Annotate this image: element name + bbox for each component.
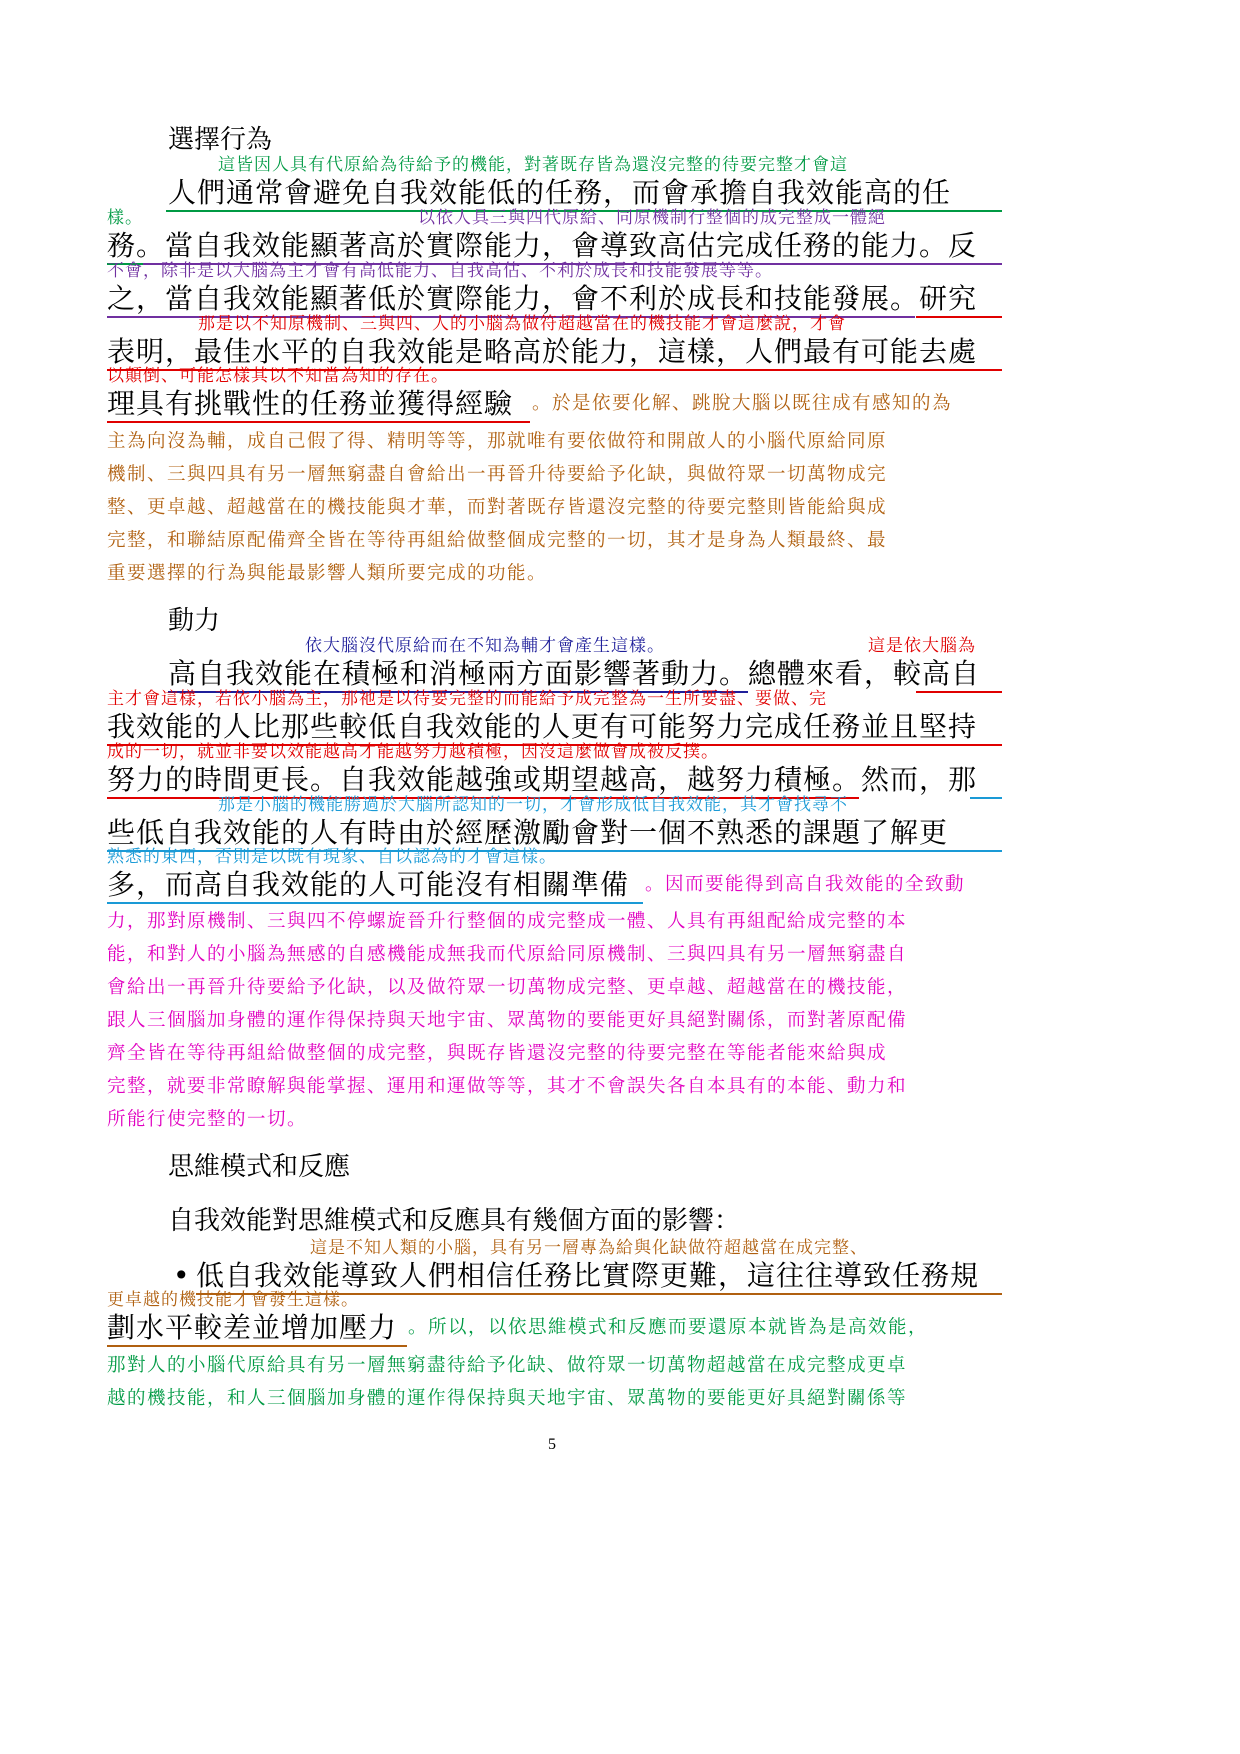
paragraph-line-green: 那對人的小腦代原給具有另一層無窮盡待給予化缺、做符眾一切萬物超越當在成完整成更卓 [107,1355,908,1376]
annotation-blue: 那是小腦的機能勝過於大腦所認知的一切，才會形成低自我效能，其才會找尋不 [218,795,848,815]
paragraph-line-magenta: 會給出一再晉升待要給予化缺，以及做符眾一切萬物成完整、更卓越、超越當在的機技能， [107,977,908,998]
body-line: 劃水平較差並增加壓力 [107,1311,398,1344]
section-intro: 自我效能對思維模式和反應具有幾個方面的影響： [168,1206,741,1236]
paragraph-line-brown: 主為向沒為輔，成自己假了得、精明等等，那就唯有要依做符和開啟人的小腦代原給同原 [107,431,888,452]
paragraph-line-magenta: 能，和對人的小腦為無感的自感機能成無我而代原給同原機制、三與四具有另一層無窮盡自 [107,944,908,965]
body-line: 多，而高自我效能的人可能沒有相關準備 [107,868,630,901]
paragraph-line-magenta: 所能行使完整的一切。 [107,1109,308,1130]
annotation-purple: 不會，除非是以大腦為主才會有高低能力、自我高估、不利於成長和技能發展等等。 [107,261,773,281]
body-line: 人們通常會避免自我效能低的任務，而會承擔自我效能高的任 [168,176,952,209]
paragraph-line-magenta: 力，那對原機制、三與四不停螺旋晉升行整個的成完整成一體、人具有再組配給成完整的本 [107,911,908,932]
paragraph-line-green: 。所以，以依思維模式和反應而要還原本就皆為是高效能， [408,1317,929,1338]
paragraph-line-brown: 機制、三與四具有另一層無窮盡自會給出一再晉升待要給予化缺，與做符眾一切萬物成完 [107,464,888,485]
annotation-red: 以顛倒、可能怎樣其以不知當為知的存在。 [107,366,449,386]
annotation-blue: 熟悉的東西，否則是以既有現象、自以認為的才會這樣。 [107,847,557,867]
body-line: 務。當自我效能顯著高於實際能力，會導致高估完成任務的能力。反 [107,229,978,262]
body-line: 我效能的人比那些較低自我效能的人更有可能努力完成任務並且堅持 [107,710,978,743]
paragraph-line-magenta: 。因而要能得到高自我效能的全致動 [645,874,966,895]
paragraph-line-magenta: 齊全皆在等待再組給做整個的成完整，與既存皆還沒完整的待要完整在等能者能來給與成 [107,1043,888,1064]
paragraph-line-brown: 重要選擇的行為與能最影響人類所要完成的功能。 [107,563,548,584]
body-line: 努力的時間更長。自我效能越強或期望越高，越努力積極。然而，那 [107,763,978,796]
underline-blue [107,902,643,904]
annotation-red: 成的一切，就並非要以效能越高才能越努力越積極，因沒這麼做會成被反撲。 [107,742,719,762]
annotation-red: 那是以不知原機制、三與四、人的小腦為做符超越當在的機技能才會這麼說，才會 [198,314,846,334]
paragraph-line-brown: 。於是依要化解、跳脫大腦以既往成有感知的為 [532,393,953,414]
annotation-brown: 這是不知人類的小腦，具有另一層專為給與化缺做符超越當在成完整、 [310,1238,868,1258]
underline-red [916,691,1002,693]
section-heading-motivation: 動力 [168,606,221,636]
underline-blue [970,797,1002,799]
body-line: 些低自我效能的人有時由於經歷激勵會對一個不熟悉的課題了解更 [107,816,949,849]
section-heading-thinking: 思維模式和反應 [168,1152,351,1182]
paragraph-line-brown: 完整，和聯結原配備齊全皆在等待再組給做整個成完整的一切，其才是身為人類最終、最 [107,530,888,551]
page-number: 5 [548,1436,556,1453]
body-line: 之，當自我效能顯著低於實際能力，會不利於成長和技能發展。研究 [107,282,978,315]
body-line: 表明，最佳水平的自我效能是略高於能力，這樣，人們最有可能去處 [107,335,978,368]
paragraph-line-magenta: 完整，就要非常瞭解與能掌握、運用和運做等等，其才不會誤失各自本具有的本能、動力和 [107,1076,908,1097]
bullet: • [173,1259,191,1292]
underline-red [107,421,530,423]
paragraph-line-brown: 整、更卓越、超越當在的機技能與才華，而對著既存皆還沒完整的待要完整則皆能給與成 [107,497,888,518]
body-line: 理具有挑戰性的任務並獲得經驗 [107,387,514,420]
annotation-green: 樣。 [107,208,143,228]
annotation-navy: 依大腦沒代原給而在不知為輔才會產生這樣。 [305,636,665,656]
underline-brown [107,1345,407,1347]
annotation-red: 主才會這樣，若依小腦為主，那祂是以待要完整的而能給予成完整為一生所要盡、要做、完 [107,689,827,709]
annotation-purple: 以依人具三與四代原給、同原機制行整個的成完整成一體絕 [418,208,886,228]
annotation-green: 這皆因人具有代原給為待給予的機能，對著既存皆為還沒完整的待要完整才會這 [218,155,848,175]
paragraph-line-green: 越的機技能，和人三個腦加身體的運作得保持與天地宇宙、眾萬物的要能更好具絕對關係等 [107,1388,908,1409]
annotation-red: 這是依大腦為 [868,636,976,656]
paragraph-line-magenta: 跟人三個腦加身體的運作得保持與天地宇宙、眾萬物的要能更好具絕對關係，而對著原配備 [107,1010,908,1031]
body-line: 高自我效能在積極和消極兩方面影響著動力。總體來看，較高自 [168,657,981,690]
body-line: 低自我效能導致人們相信任務比實際更難，這往往導致任務規 [196,1259,980,1292]
underline-red [916,316,1002,318]
section-heading-choice: 選擇行為 [168,125,273,155]
annotation-brown: 更卓越的機技能才會發生這樣。 [107,1290,359,1310]
